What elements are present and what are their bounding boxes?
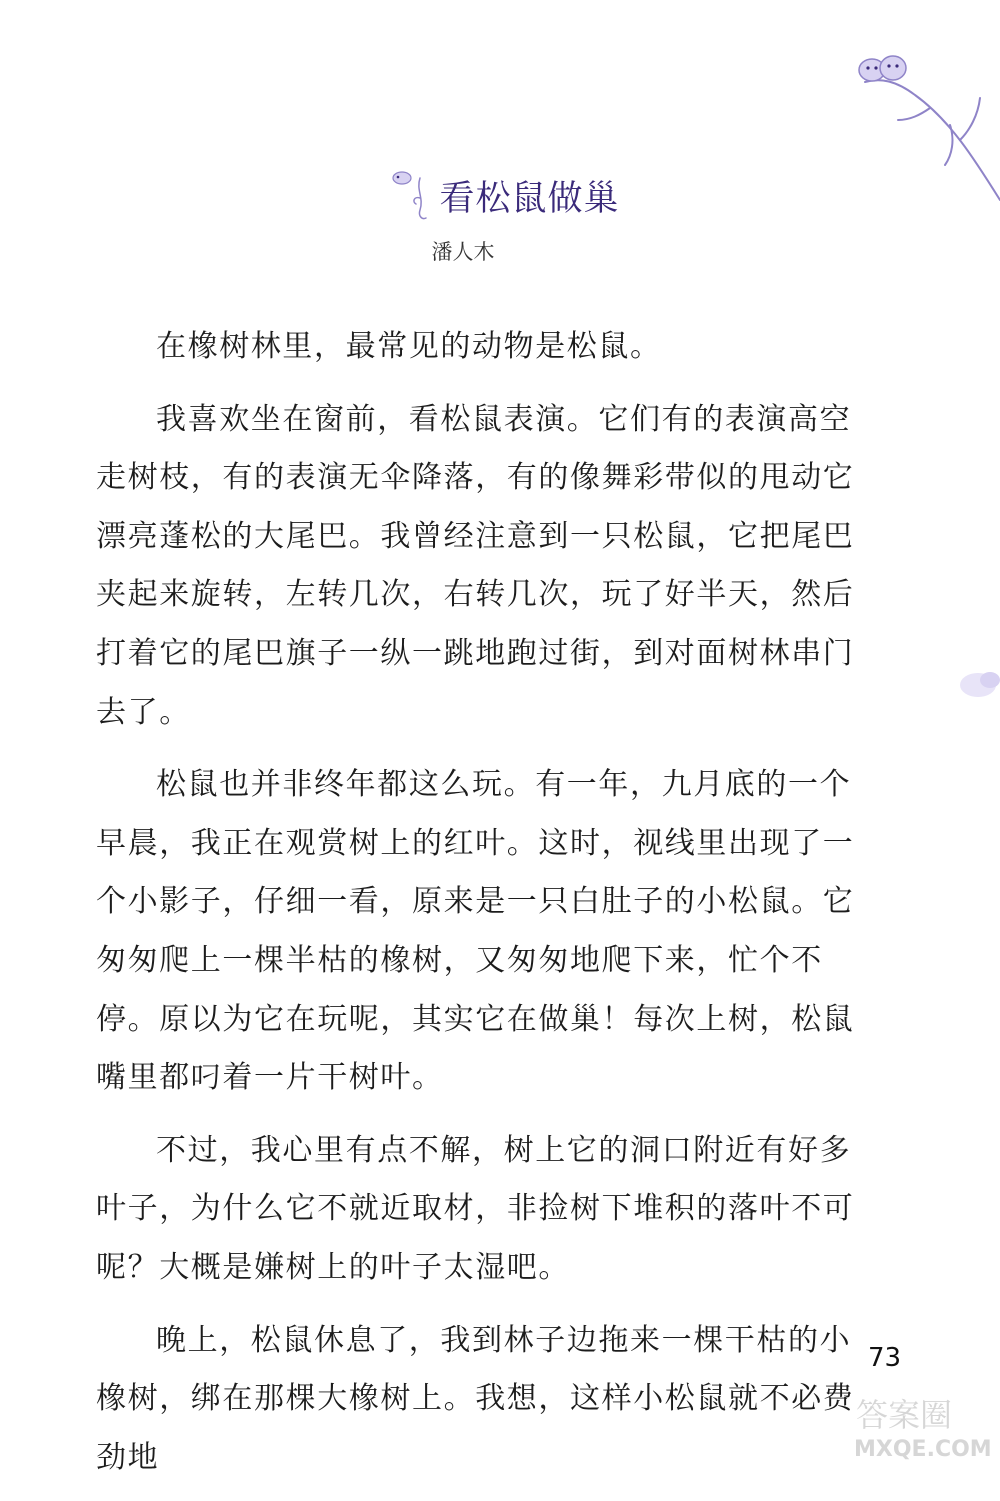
paragraph: 我喜欢坐在窗前，看松鼠表演。它们有的表演高空走树枝，有的表演无伞降落，有的像舞彩带似的甩动它漂亮蓬松的大尾巴。我曾经注意到一只松鼠，它把尾巴夹起来旋转，左转几次，右转几次，玩了好半天，然后打着它的尾巴旗子一纵一跳地跑过街，到对面树林串门去了。 — [96, 401, 855, 730]
watermark-bottom-text: MXQE.COM — [854, 1437, 992, 1462]
site-watermark-logo — [852, 1388, 1000, 1462]
paragraph: 不过，我心里有点不解，树上它的洞口附近有好多叶子，为什么它不就近取材，非捡树下堆积的落叶不可呢？大概是嫌树上的叶子太湿吧。 — [96, 1132, 855, 1285]
flower-decoration — [940, 660, 1000, 710]
article-author: 潘人木 — [431, 240, 495, 264]
paragraph: 晚上，松鼠休息了，我到林子边拖来一棵干枯的小橡树，绑在那棵大橡树上。我想，这样小松鼠就不必费劲地 — [96, 1322, 855, 1475]
paragraph: 松鼠也并非终年都这么玩。有一年，九月底的一个早晨，我正在观赏树上的红叶。这时，视线里出现了一个小影子，仔细一看，原来是一只白肚子的小松鼠。它匆匆爬上一棵半枯的橡树，又匆匆地爬下来，忙个不停。原以为它在玩呢，其实它在做巢！每次上树，松鼠嘴里都叼着一片干树叶。 — [96, 767, 855, 1096]
page-number: 73 — [868, 1343, 902, 1373]
paragraph: 在橡树林里，最常见的动物是松鼠。 — [156, 329, 662, 364]
watermark-top-text: 答案圈 — [856, 1396, 953, 1434]
bird-vine-icon — [380, 168, 432, 224]
article-body — [96, 318, 856, 1501]
article-title: 看松鼠做巢 — [439, 179, 620, 219]
title-block — [0, 168, 1000, 224]
